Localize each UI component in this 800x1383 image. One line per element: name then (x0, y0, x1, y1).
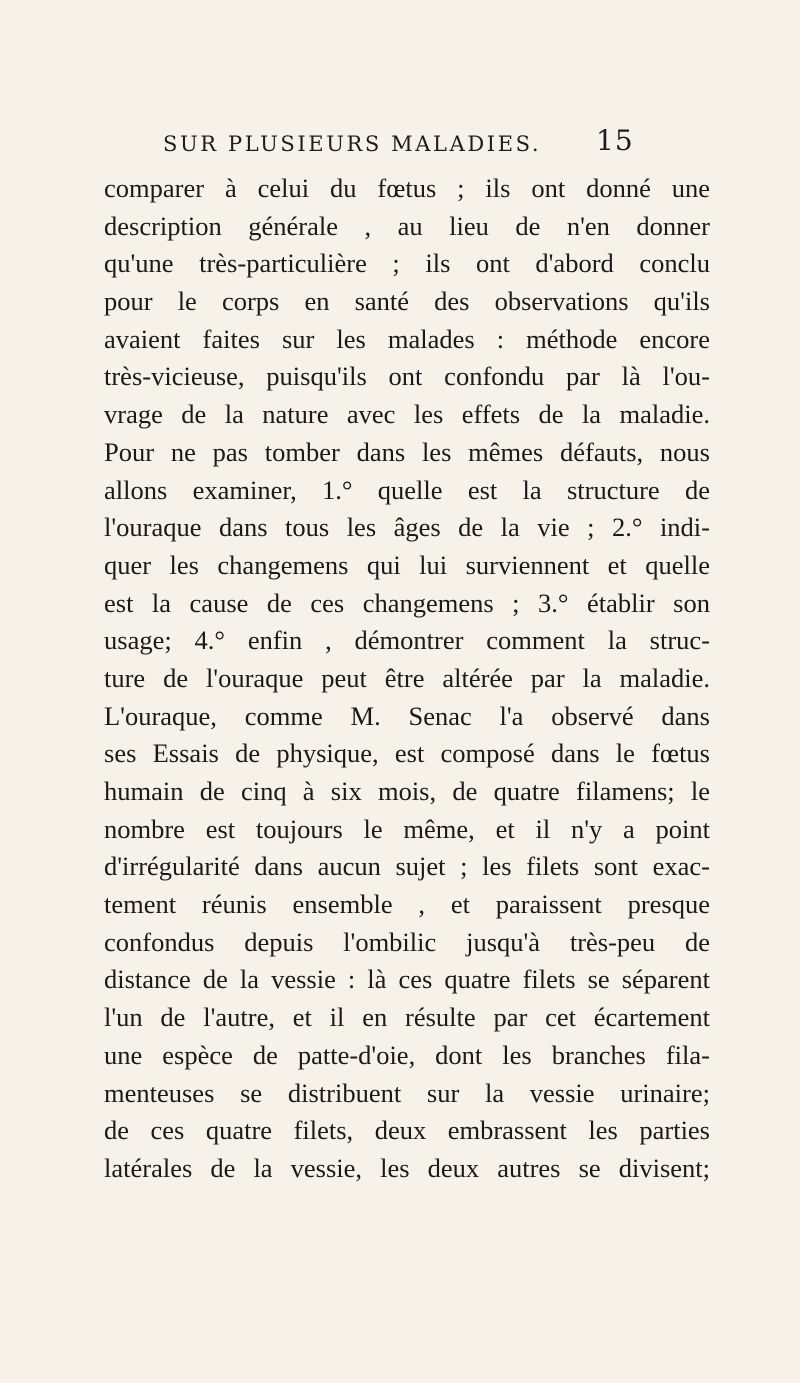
text-line: distance de la vessie : là ces quatre filets se séparent (104, 964, 710, 995)
text-line: ses Essais de physique, est composé dans le fœtus (104, 738, 710, 769)
text-line: d'irrégularité dans aucun sujet ; les filets sont exac- (104, 851, 710, 882)
text-line: de ces quatre filets, deux embrassent les parties (104, 1115, 710, 1146)
text-line: usage; 4.° enfin , démontrer comment la struc- (104, 625, 710, 656)
text-line: l'un de l'autre, et il en résulte par cet écartement (104, 1002, 710, 1033)
text-line: comparer à celui du fœtus ; ils ont donné une (104, 173, 710, 203)
text-line: latérales de la vessie, les deux autres se divisent; (104, 1152, 710, 1183)
text-line: très-vicieuse, puisqu'ils ont confondu par là l'ou- (104, 361, 710, 392)
text-line: vrage de la nature avec les effets de la maladie. (104, 399, 710, 430)
text-line: L'ouraque, comme M. Senac l'a observé dans (104, 700, 710, 731)
body-text (104, 170, 710, 1188)
text-line: pour le corps en santé des observations qu'ils (104, 286, 710, 317)
running-head (163, 124, 663, 164)
text-line: nombre est toujours le même, et il n'y a point (104, 813, 710, 844)
text-line: l'ouraque dans tous les âges de la vie ; 2.° indi- (104, 512, 710, 543)
text-line: menteuses se distribuent sur la vessie urinaire; (104, 1077, 710, 1108)
text-line: avaient faites sur les malades : méthode encore (104, 323, 710, 354)
text-line: ture de l'ouraque peut être altérée par la maladie. (104, 662, 710, 693)
text-line: est la cause de ces changemens ; 3.° établir son (104, 587, 710, 618)
text-line: confondus depuis l'ombilic jusqu'à très-peu de (104, 926, 710, 957)
text-line: quer les changemens qui lui surviennent et quelle (104, 549, 710, 580)
running-title: SUR PLUSIEURS MALADIES. (163, 132, 542, 156)
text-line: tement réunis ensemble , et paraissent presque (104, 889, 710, 920)
text-line: description générale , au lieu de n'en donner (104, 210, 710, 241)
text-line: une espèce de patte-d'oie, dont les branches fila- (104, 1039, 710, 1070)
text-line: humain de cinq à six mois, de quatre filamens; le (104, 776, 710, 806)
text-line: qu'une très-particulière ; ils ont d'abord conclu (104, 248, 710, 279)
text-line: Pour ne pas tomber dans les mêmes défauts, nous (104, 436, 710, 467)
text-line: allons examiner, 1.° quelle est la structure de (104, 474, 710, 505)
page-number: 15 (596, 124, 634, 157)
